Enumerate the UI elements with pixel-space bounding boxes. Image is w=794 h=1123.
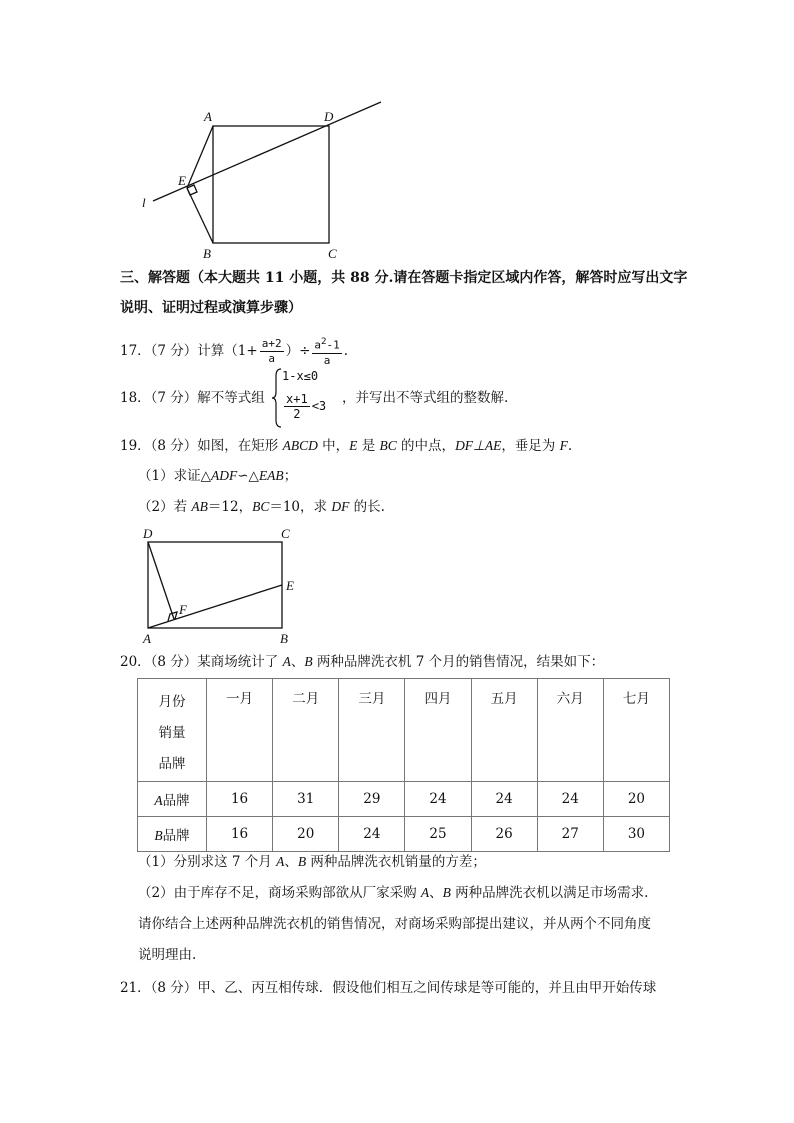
segment-ae [148, 585, 282, 628]
value-cell: 24 [405, 782, 471, 817]
value-cell: 16 [207, 817, 273, 852]
month-header: 二月 [273, 679, 339, 782]
question-20-part2-line2: 请你结合上述两种品牌洗衣机的销售情况，对商场采购部提出建议，并从两个不同角度 [138, 916, 651, 932]
right-angle-mark [187, 185, 197, 195]
value-cell: 20 [603, 782, 669, 817]
section-title-line1: 三、解答题（本大题共 11 小题，共 88 分.请在答题卡指定区域内作答，解答时应写出文字 [120, 270, 688, 286]
figure-rectangle [135, 523, 305, 645]
figure-square-line [130, 95, 400, 265]
month-header: 三月 [339, 679, 405, 782]
month-header: 六月 [537, 679, 603, 782]
question-21: 21．（8 分）甲、乙、丙互相传球．假设他们相互之间传球是等可能的，并且由甲开始传球 [120, 980, 657, 996]
month-header: 七月 [603, 679, 669, 782]
month-header: 五月 [471, 679, 537, 782]
value-cell: 24 [537, 782, 603, 817]
value-cell: 24 [339, 817, 405, 852]
question-19-intro: 19．（8 分）如图，在矩形 ABCD 中，E 是 BC 的中点，DF⊥AE，垂足为 F. [120, 438, 573, 454]
sales-table [137, 678, 670, 852]
question-20-intro: 20．（8 分）某商场统计了 A、B 两种品牌洗衣机 7 个月的销售情况，结果如下： [120, 654, 605, 670]
table-row [138, 817, 670, 852]
value-cell: 20 [273, 817, 339, 852]
question-17: 17．（7 分）计算（1+ $\frac{a+2}{a}$ ）÷ $\frac{a^2-1}{a}$ . [120, 336, 349, 367]
label-C: C [328, 246, 337, 261]
question-20-part2-line1: （2）由于库存不足，商场采购部欲从厂家采购 A、B 两种品牌洗衣机以满足市场需求. [138, 885, 649, 901]
label-D: D [143, 526, 153, 541]
brand-cell: B品牌 [138, 817, 207, 852]
section-title-line2: 说明、证明过程或演算步骤） [120, 300, 302, 316]
fraction-a-plus-2-over-a: $\frac{a+2}{a}$ [261, 337, 282, 365]
label-B: B [203, 246, 211, 261]
label-F: F [179, 602, 187, 617]
brace-icon [272, 368, 282, 428]
value-cell: 25 [405, 817, 471, 852]
square-abcd [213, 126, 329, 243]
value-cell: 29 [339, 782, 405, 817]
question-20-part1: （1）分别求这 7 个月 A、B 两种品牌洗衣机销量的方差； [138, 854, 486, 870]
month-header: 一月 [207, 679, 273, 782]
inequality-1: 1-x≤0 [282, 369, 319, 383]
label-E: E [286, 578, 294, 593]
month-header: 四月 [405, 679, 471, 782]
segment-be [187, 188, 213, 243]
value-cell: 24 [471, 782, 537, 817]
question-20-part2-line3: 说明理由. [138, 947, 197, 963]
value-cell: 16 [207, 782, 273, 817]
label-C: C [281, 526, 290, 541]
label-A: A [143, 631, 151, 645]
label-l: l [142, 195, 146, 210]
question-19-part2: （2）若 AB＝12，BC＝10，求 DF 的长. [138, 499, 385, 515]
value-cell: 26 [471, 817, 537, 852]
question-18-prefix: 18．（7 分）解不等式组 [120, 390, 265, 406]
value-cell: 27 [537, 817, 603, 852]
label-B: B [280, 631, 288, 645]
segment-ae [187, 126, 213, 188]
fraction-a2-minus-1-over-a: $\frac{a^2-1}{a}$ [314, 336, 340, 367]
brand-cell: A品牌 [138, 782, 207, 817]
segment-df [148, 542, 174, 619]
rectangle-abcd [148, 542, 282, 628]
inequality-2: $\frac{x+1}{2}$ <3 [286, 392, 327, 421]
question-19-part1: （1）求证△ADF∽△EAB； [138, 468, 298, 484]
table-row [138, 782, 670, 817]
label-D: D [324, 109, 334, 124]
label-A: A [204, 109, 212, 124]
value-cell: 30 [603, 817, 669, 852]
label-E: E [178, 173, 186, 188]
value-cell: 31 [273, 782, 339, 817]
question-18-suffix: ，并写出不等式组的整数解. [342, 390, 509, 406]
table-header-row [138, 679, 670, 782]
corner-header: 月份 销量 品牌 [138, 679, 207, 782]
